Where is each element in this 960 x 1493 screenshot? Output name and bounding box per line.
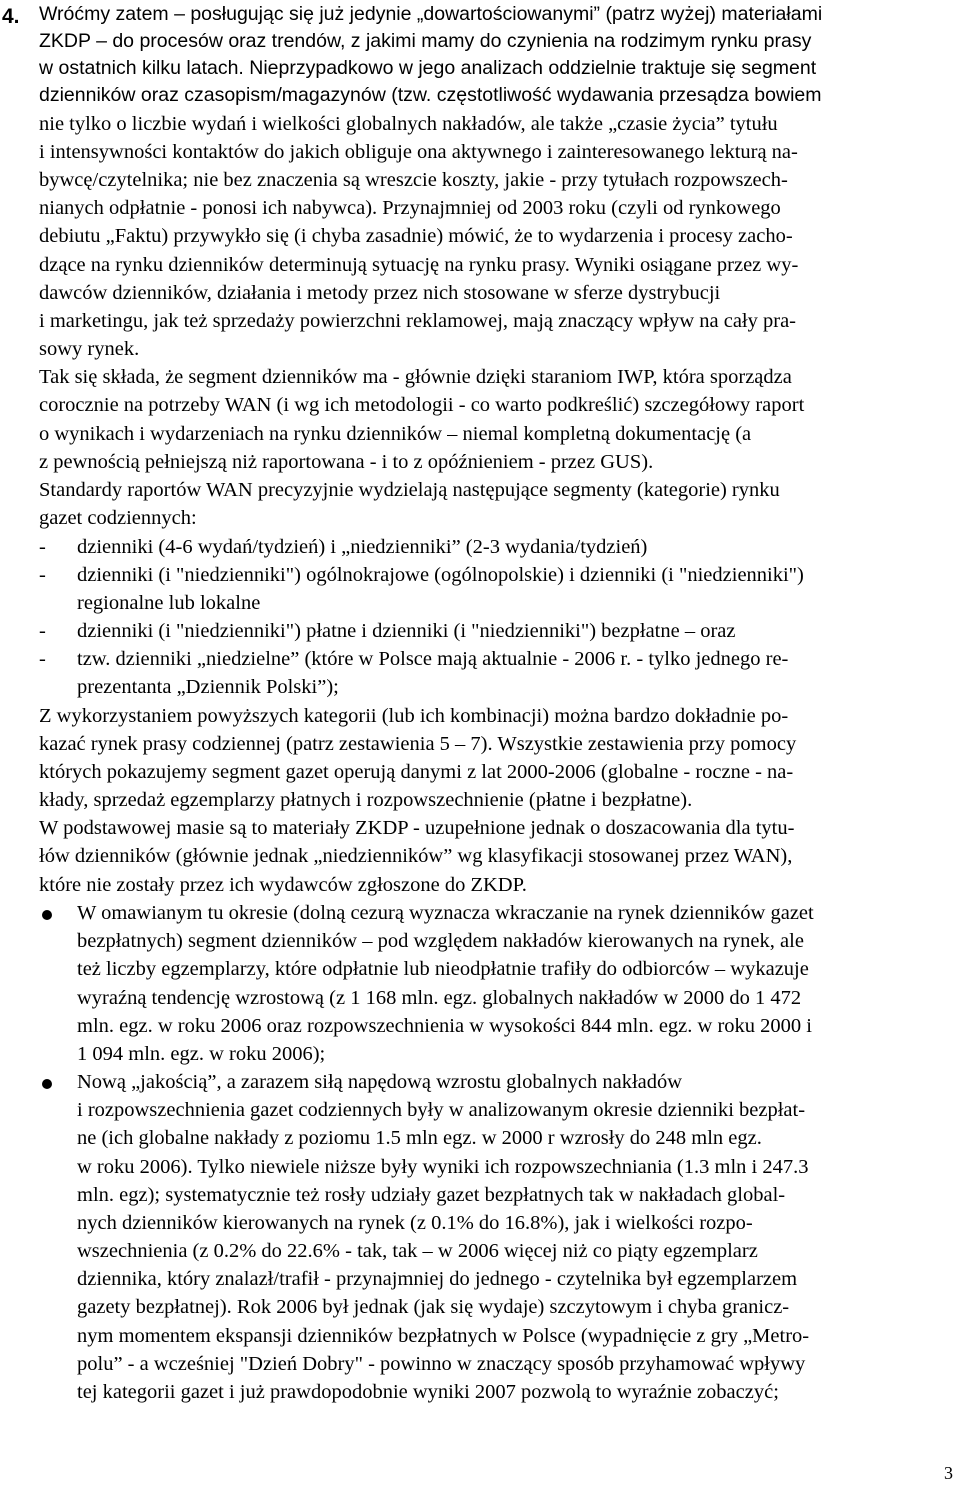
text-line: dzące na rynku dzienników determinują sytuację na rynku prasy. Wyniki osiągane przez wy- [39,254,799,276]
bullet-item-line: Nową „jakością”, a zarazem siłą napędową wzrostu globalnych nakładów [77,1071,683,1093]
bullet-item-line: tej kategorii gazet i już prawdopodobnie wyniki 2007 pozwolą to wyraźnie zobaczyć; [77,1381,779,1403]
bullet-item-line: 1 094 mln. egz. w roku 2006); [77,1043,326,1065]
bullet-item-line: bezpłatnych) segment dzienników – pod względem nakładów kierowanych na rynek, ale [77,930,804,952]
text-line: sowy rynek. [39,338,140,360]
bullet-item-line: W omawianym tu okresie (dolną cezurą wyznacza wkraczanie na rynek dzienników gazet [77,902,814,924]
bullet-item-line: ne (ich globalne nakłady z poziomu 1.5 mln egz. w 2000 r wzrosły do 248 mln egz. [77,1127,762,1149]
text-line: kłady, sprzedaż egzemplarzy płatnych i rozpowszechnienie (płatne i bezpłatne). [39,789,693,811]
bullet-item-line: i rozpowszechnienia gazet codziennych były w analizowanym okresie dzienniki bezpłat- [77,1099,806,1121]
bullet-item-line: dziennika, który znalazł/trafił - przynajmniej do jednego - czytelnika był egzemplarzem [77,1268,798,1290]
text-line: dzienników oraz czasopism/magazynów (tzw. częstotliwość wydawania przesądza bowiem [39,84,822,106]
text-line: nianych odpłatnie - ponosi ich nabywca). Przynajmniej od 2003 roku (czyli od rynkowego [39,197,781,219]
text-line: nie tylko o liczbie wydań i wielkości globalnych nakładów, ale także „czasie życia” tytułu [39,113,778,135]
text-line: W podstawowej masie są to materiały ZKDP - uzupełnione jednak o doszacowania dla tytu- [39,817,795,839]
text-line: z pewnością pełniejszą niż raportowana - i to z opóźnieniem - przez GUS). [39,451,654,473]
text-line: corocznie na potrzeby WAN (i wg ich metodologii - co warto podkreślić) szczegółowy raport [39,394,805,416]
text-line: łów dzienników (głównie jednak „niedzienników” wg klasyfikacji stosowanej przez WAN), [39,845,793,867]
page-number: 3 [944,1463,953,1483]
text-line: dawców dzienników, działania i metody przez nich stosowane w sferze dystrybucji [39,282,721,304]
list-item: dzienniki (i "niedzienniki") płatne i dzienniki (i "niedzienniki") bezpłatne – oraz [77,620,736,642]
text-line: o wynikach i wydarzeniach na rynku dzienników – niemal kompletną dokumentację (a [39,423,752,445]
bullet-item-line: nych dzienników kierowanych na rynek (z 0.1% do 16.8%), jak i wielkości rozpo- [77,1212,753,1234]
text-line: ZKDP – do procesów oraz trendów, z jakimi mamy do czynienia na rodzimym rynku prasy [39,30,812,52]
text-line: kazać rynek prasy codziennej (patrz zestawienia 5 – 7). Wszystkie zestawienia przy pomocy [39,733,797,755]
bullet-icon [42,1079,52,1089]
list-dash: - [39,536,46,558]
text-line: które nie zostały przez ich wydawców zgłoszone do ZKDP. [39,874,527,896]
bullet-item-line: w roku 2006). Tylko niewiele niższe były wyniki ich rozpowszechniania (1.3 mln i 247.3 [77,1156,809,1178]
text-line: których pokazujemy segment gazet operują danymi z lat 2000-2006 (globalne - roczne - na- [39,761,794,783]
text-line: gazet codziennych: [39,507,197,529]
text-line: Z wykorzystaniem powyższych kategorii (lub ich kombinacji) można bardzo dokładnie po- [39,705,789,727]
bullet-item-line: nym momentem ekspansji dzienników bezpłatnych w Polsce (wypadnięcie z gry „Metro- [77,1325,810,1347]
text-line: bywcę/czytelnika; nie bez znaczenia są wreszcie koszty, jakie - przy tytułach rozpowszech- [39,169,788,191]
bullet-item-line: gazety bezpłatnej). Rok 2006 był jednak (jak się wydaje) szczytowym i chyba granicz- [77,1296,790,1318]
bullet-item-line: wszechnienia (z 0.2% do 22.6% - tak, tak – w 2006 więcej niż co piąty egzemplarz [77,1240,758,1262]
list-item: dzienniki (4-6 wydań/tydzień) i „niedzienniki” (2-3 wydania/tydzień) [77,536,648,558]
bullet-item-line: mln. egz); systematycznie też rosły udziały gazet bezpłatnych tak w nakładach global- [77,1184,786,1206]
text-line: Tak się składa, że segment dzienników ma - głównie dzięki staraniom IWP, która sporządza [39,366,792,388]
list-dash: - [39,648,46,670]
list-item: tzw. dzienniki „niedzielne” (które w Polsce mają aktualnie - 2006 r. - tylko jednego re- [77,648,789,670]
text-line: debiutu „Faktu) przywykło się (i chyba zasadnie) mówić, że to wydarzenia i procesy zacho- [39,225,793,247]
bullet-icon [42,910,52,920]
text-line: w ostatnich kilku latach. Nieprzypadkowo w jego analizach oddzielnie traktuje się segment [39,57,817,79]
bullet-item-line: mln. egz. w roku 2006 oraz rozpowszechnienia w wysokości 844 mln. egz. w roku 2000 i [77,1015,812,1037]
list-item: prezentanta „Dziennik Polski”); [77,676,339,698]
list-item: regionalne lub lokalne [77,592,261,614]
text-line: i marketingu, jak też sprzedaży powierzchni reklamowej, mają znaczący wpływ na cały pra- [39,310,797,332]
text-line: i intensywności kontaktów do jakich obliguje ona aktywnego i zainteresowanego lekturą na- [39,141,798,163]
text-line: Wróćmy zatem – posługując się już jedynie „dowartościowanymi” (patrz wyżej) materiałami [39,3,823,25]
list-dash: - [39,564,46,586]
list-dash: - [39,620,46,642]
bullet-item-line: też liczby egzemplarzy, które odpłatnie lub nieodpłatnie trafiły do odbiorców – wykazuje [77,958,809,980]
bullet-item-line: polu” - a wcześniej "Dzień Dobry" - powinno w znaczący sposób przyhamować wpływy [77,1353,806,1375]
bullet-item-line: wyraźną tendencję wzrostową (z 1 168 mln. egz. globalnych nakładów w 2000 do 1 472 [77,987,802,1009]
text-line: Standardy raportów WAN precyzyjnie wydzielają następujące segmenty (kategorie) rynku [39,479,780,501]
section-number: 4. [2,5,20,28]
list-item: dzienniki (i "niedzienniki") ogólnokrajowe (ogólnopolskie) i dzienniki (i "niedzienniki") [77,564,804,586]
